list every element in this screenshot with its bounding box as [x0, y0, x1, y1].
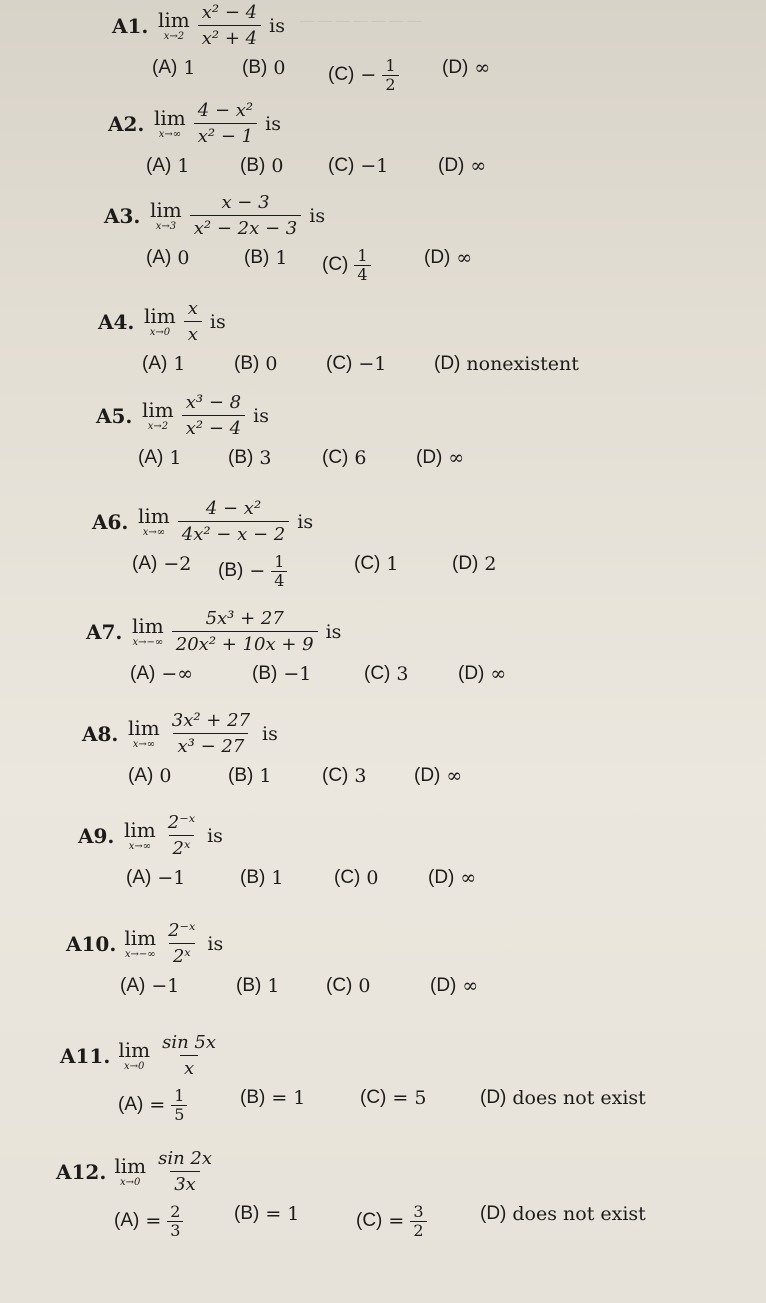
fraction-expression — [190, 192, 301, 239]
answer-choice[interactable] — [452, 553, 496, 575]
problem-item — [86, 608, 507, 703]
problem-number: A8. — [82, 721, 119, 746]
fraction-numerator: 2⁻ˣ — [167, 812, 196, 833]
limit-subscript: x→2 — [163, 30, 185, 42]
choice-value: ∞ — [456, 247, 473, 269]
fraction-expression — [184, 298, 202, 345]
choice-label: (C) — [328, 155, 355, 176]
answer-choice[interactable] — [354, 553, 398, 575]
choice-value: 1 — [267, 975, 280, 997]
answer-choice[interactable] — [326, 975, 370, 997]
problem-number: A12. — [56, 1159, 107, 1184]
choice-label: (C) — [364, 663, 391, 684]
choice-value: ∞ — [460, 867, 477, 889]
choice-label: (A) — [126, 867, 152, 888]
limit-operator — [118, 1037, 151, 1072]
answer-choice[interactable] — [458, 663, 506, 685]
answer-choice[interactable] — [328, 155, 388, 177]
choice-value: 1 — [169, 447, 182, 469]
limit-subscript: x→∞ — [158, 128, 182, 140]
choice-fraction-numerator: 3 — [413, 1202, 424, 1221]
choice-label: (A) — [152, 57, 178, 78]
choice-fraction — [382, 57, 398, 93]
limit-operator — [128, 715, 160, 750]
answer-choices — [104, 246, 473, 287]
choice-prefix: = — [145, 1210, 162, 1233]
answer-choice[interactable] — [118, 1087, 187, 1123]
answer-choices — [82, 765, 463, 805]
fraction-numerator: 4 − x² — [197, 100, 254, 121]
answer-choice[interactable] — [126, 867, 185, 889]
problem-item — [98, 298, 579, 393]
choice-label: (A) — [146, 155, 172, 176]
choice-value: 0 — [159, 765, 172, 787]
fraction-denominator: 3x — [170, 1171, 200, 1195]
question-suffix: is — [262, 722, 278, 745]
fraction-expression — [158, 1032, 220, 1079]
choice-value: 0 — [366, 867, 379, 889]
limit-operator — [138, 503, 170, 538]
choice-fraction — [354, 247, 370, 283]
answer-choice[interactable] — [438, 155, 486, 177]
limit-operator — [150, 197, 182, 232]
answer-choice[interactable] — [138, 447, 181, 469]
limit-subscript: x→−∞ — [132, 636, 164, 648]
answer-choice[interactable] — [322, 765, 366, 787]
answer-choice[interactable] — [146, 155, 189, 177]
fraction-expression — [198, 2, 261, 49]
problem-number: A4. — [98, 309, 135, 334]
choice-label: (A) — [146, 247, 172, 268]
limit-subscript: x→0 — [124, 1060, 145, 1072]
answer-choice[interactable] — [146, 247, 189, 269]
choice-fraction — [167, 1203, 183, 1239]
choice-label: (C) — [354, 553, 381, 574]
answer-choices — [98, 353, 579, 393]
choice-label: (D) — [458, 663, 485, 684]
choice-label: (D) — [480, 1087, 507, 1108]
choice-fraction-denominator: 4 — [354, 265, 370, 284]
answer-choice[interactable] — [480, 1203, 646, 1225]
choice-fraction-denominator: 5 — [171, 1105, 187, 1124]
question-suffix: is — [269, 14, 285, 37]
choice-label: (A) — [118, 1094, 144, 1116]
answer-choices — [56, 1202, 646, 1243]
fraction-denominator: x² − 1 — [194, 123, 257, 147]
answer-choices — [108, 155, 487, 195]
answer-choice[interactable] — [228, 447, 271, 469]
choice-value: 0 — [358, 975, 371, 997]
choice-label: (C) — [322, 765, 349, 786]
limit-operator — [124, 817, 156, 852]
question-suffix: is — [265, 112, 281, 135]
choice-label: (A) — [120, 975, 146, 996]
choice-value: ∞ — [448, 447, 465, 469]
choice-fraction-denominator: 3 — [167, 1221, 183, 1240]
choice-value: = 5 — [392, 1087, 427, 1109]
choice-value: 1 — [386, 553, 399, 575]
answer-choice[interactable] — [218, 553, 287, 589]
problem-item — [108, 100, 487, 195]
choice-prefix: − — [249, 560, 266, 583]
answer-choice[interactable] — [128, 765, 171, 787]
choice-value: does not exist — [512, 1087, 646, 1109]
problem-number: A11. — [60, 1043, 111, 1068]
choice-value: −1 — [358, 353, 387, 375]
choice-fraction — [271, 553, 287, 589]
answer-choices — [86, 663, 507, 703]
choice-label: (C) — [328, 64, 355, 86]
limit-operator — [124, 925, 157, 960]
answer-choice[interactable] — [142, 353, 185, 375]
question-line — [92, 498, 313, 545]
fraction-denominator: x³ − 27 — [173, 733, 248, 757]
problem-item — [78, 812, 477, 907]
problem-item — [112, 2, 491, 97]
choice-label: (B) — [234, 1203, 260, 1224]
question-line — [104, 192, 325, 239]
answer-choice[interactable] — [360, 1087, 426, 1109]
limit-subscript: x→−∞ — [124, 948, 156, 960]
question-line — [66, 920, 223, 967]
fraction-expression — [182, 392, 245, 439]
choice-label: (B) — [240, 155, 266, 176]
choice-label: (C) — [326, 353, 353, 374]
choice-value: ∞ — [474, 57, 491, 79]
choice-fraction-numerator: 1 — [274, 552, 285, 571]
fraction-expression — [154, 1148, 216, 1195]
choice-label: (C) — [322, 254, 349, 276]
show-through-text: — — — — — — — — [300, 12, 422, 28]
choice-value: −1 — [360, 155, 389, 177]
fraction-denominator: x — [180, 1055, 198, 1079]
problem-item — [96, 392, 465, 487]
choice-label: (B) — [234, 353, 260, 374]
choice-label: (A) — [114, 1210, 140, 1232]
limit-word: lim — [124, 817, 156, 842]
choice-value: −1 — [157, 867, 186, 889]
answer-choice[interactable] — [322, 447, 366, 469]
fraction-denominator: 2ˣ — [169, 835, 195, 859]
problem-number: A5. — [96, 403, 133, 428]
choice-value: 6 — [354, 447, 367, 469]
fraction-expression — [164, 812, 199, 859]
choice-label: (B) — [242, 57, 268, 78]
question-line — [56, 1148, 216, 1195]
fraction-numerator: x² − 4 — [201, 2, 258, 23]
question-suffix: is — [207, 932, 224, 955]
answer-choice[interactable] — [130, 663, 193, 685]
fraction-numerator: x − 3 — [221, 192, 270, 213]
choice-value: 1 — [271, 867, 284, 889]
choice-value: 0 — [265, 353, 278, 375]
choice-label: (D) — [414, 765, 441, 786]
choice-fraction-numerator: 1 — [174, 1086, 185, 1105]
fraction-numerator: x — [187, 298, 198, 319]
choice-value: 1 — [177, 155, 190, 177]
question-line — [96, 392, 269, 439]
choice-value: nonexistent — [466, 353, 579, 375]
answer-choice[interactable] — [328, 57, 399, 93]
answer-choices — [60, 1086, 646, 1127]
answer-choice[interactable] — [430, 975, 478, 997]
fraction-denominator: x² + 4 — [198, 25, 261, 49]
problem-item — [66, 920, 479, 1015]
answer-choice[interactable] — [240, 155, 283, 177]
choice-label: (D) — [434, 353, 461, 374]
limit-subscript: x→2 — [147, 420, 169, 432]
answer-choice[interactable] — [252, 663, 311, 685]
answer-choice[interactable] — [120, 975, 179, 997]
choice-value: ∞ — [470, 155, 487, 177]
question-line — [86, 608, 341, 655]
choice-label: (A) — [142, 353, 168, 374]
question-line — [60, 1032, 220, 1079]
choice-fraction-denominator: 2 — [382, 75, 398, 94]
choice-label: (D) — [428, 867, 455, 888]
limit-word: lim — [132, 613, 164, 638]
limit-operator — [142, 397, 174, 432]
fraction-expression — [168, 710, 254, 757]
choice-label: (D) — [424, 247, 451, 268]
problem-item — [56, 1148, 646, 1243]
choice-fraction — [171, 1087, 187, 1123]
choice-value: 1 — [173, 353, 186, 375]
question-line — [108, 100, 281, 147]
fraction-numerator: x³ − 8 — [185, 392, 242, 413]
limit-subscript: x→∞ — [128, 840, 152, 852]
choice-fraction-numerator: 2 — [170, 1202, 181, 1221]
limit-word: lim — [154, 105, 186, 130]
choice-label: (B) — [218, 560, 244, 582]
choice-fraction-numerator: 1 — [357, 246, 368, 265]
problem-number: A10. — [66, 931, 117, 956]
choice-fraction-denominator: 4 — [271, 571, 287, 590]
choice-label: (B) — [252, 663, 278, 684]
question-suffix: is — [207, 824, 223, 847]
answer-choice[interactable] — [442, 57, 490, 79]
fraction-denominator: 2ˣ — [169, 943, 195, 967]
choice-label: (A) — [138, 447, 164, 468]
choice-prefix: = — [388, 1210, 405, 1233]
answer-choice[interactable] — [240, 1087, 305, 1109]
choice-fraction-denominator: 2 — [410, 1221, 426, 1240]
question-line — [112, 2, 285, 49]
choice-label: (A) — [128, 765, 154, 786]
limit-operator — [132, 613, 164, 648]
choice-label: (C) — [356, 1210, 383, 1232]
choice-label: (D) — [416, 447, 443, 468]
limit-word: lim — [128, 715, 160, 740]
answer-choice[interactable] — [236, 975, 279, 997]
limit-word: lim — [114, 1153, 147, 1178]
choice-value: 0 — [273, 57, 286, 79]
limit-word: lim — [158, 7, 190, 32]
choice-label: (D) — [452, 553, 479, 574]
answer-choice[interactable] — [480, 1087, 646, 1109]
choice-value: 3 — [354, 765, 367, 787]
answer-choices — [112, 56, 491, 97]
answer-choice[interactable] — [244, 247, 287, 269]
choice-value: ∞ — [462, 975, 479, 997]
choice-value: 2 — [484, 553, 497, 575]
limit-subscript: x→0 — [149, 326, 171, 338]
fraction-denominator: x — [184, 321, 202, 345]
fraction-numerator: sin 2x — [158, 1148, 212, 1169]
choice-label: (B) — [240, 1087, 266, 1108]
choice-label: (C) — [360, 1087, 387, 1108]
choice-label: (C) — [322, 447, 349, 468]
fraction-expression — [172, 608, 318, 655]
problem-number: A9. — [78, 823, 115, 848]
answer-choices — [92, 552, 497, 593]
choice-label: (D) — [442, 57, 469, 78]
fraction-expression — [164, 920, 199, 967]
answer-choices — [66, 975, 479, 1015]
choice-prefix: − — [360, 64, 377, 87]
choice-value: −∞ — [161, 663, 194, 685]
fraction-numerator: sin 5x — [162, 1032, 216, 1053]
answer-choice[interactable] — [322, 247, 371, 283]
choice-label: (B) — [236, 975, 262, 996]
answer-choice[interactable] — [434, 353, 579, 375]
limit-word: lim — [138, 503, 170, 528]
limit-word: lim — [118, 1037, 151, 1062]
choice-fraction-numerator: 1 — [385, 56, 396, 75]
limit-word: lim — [150, 197, 182, 222]
choice-value: ∞ — [446, 765, 463, 787]
answer-choice[interactable] — [242, 57, 285, 79]
limit-word: lim — [144, 303, 176, 328]
question-suffix: is — [297, 510, 314, 533]
limit-word: lim — [142, 397, 174, 422]
answer-choices — [78, 867, 477, 907]
answer-choice[interactable] — [132, 553, 191, 575]
choice-value: 0 — [177, 247, 190, 269]
choice-fraction — [410, 1203, 426, 1239]
problem-number: A3. — [104, 203, 141, 228]
problem-item — [82, 710, 463, 805]
choice-value: 3 — [396, 663, 409, 685]
answer-choice[interactable] — [364, 663, 408, 685]
choice-value: ∞ — [490, 663, 507, 685]
choice-value: −1 — [283, 663, 312, 685]
answer-choices — [96, 447, 465, 487]
choice-label: (A) — [132, 553, 158, 574]
problem-item — [92, 498, 497, 593]
answer-choice[interactable] — [334, 867, 378, 889]
problem-number: A7. — [86, 619, 123, 644]
limit-subscript: x→∞ — [142, 526, 166, 538]
answer-choice[interactable] — [428, 867, 476, 889]
answer-choice[interactable] — [234, 1203, 299, 1225]
answer-choice[interactable] — [414, 765, 462, 787]
choice-value: 1 — [275, 247, 288, 269]
limit-operator — [144, 303, 176, 338]
question-line — [82, 710, 278, 757]
fraction-expression — [194, 100, 257, 147]
choice-label: (B) — [228, 447, 254, 468]
choice-value: does not exist — [512, 1203, 646, 1225]
choice-prefix: = — [149, 1094, 166, 1117]
problem-number: A1. — [112, 13, 149, 38]
fraction-denominator: 4x² − x − 2 — [178, 521, 289, 545]
problem-item — [60, 1032, 646, 1127]
fraction-numerator: 2⁻ˣ — [168, 920, 196, 941]
problem-number: A2. — [108, 111, 145, 136]
answer-choice[interactable] — [152, 57, 195, 79]
limit-operator — [114, 1153, 147, 1188]
problem-item — [104, 192, 473, 287]
answer-choice[interactable] — [356, 1203, 427, 1239]
choice-value: 0 — [271, 155, 284, 177]
choice-label: (D) — [430, 975, 457, 996]
problem-number: A6. — [92, 509, 129, 534]
choice-value: 1 — [183, 57, 196, 79]
question-line — [98, 298, 226, 345]
answer-choice[interactable] — [240, 867, 283, 889]
question-suffix: is — [309, 204, 326, 227]
choice-value: −2 — [163, 553, 192, 575]
question-suffix: is — [253, 404, 269, 427]
choice-label: (B) — [240, 867, 266, 888]
answer-choice[interactable] — [416, 447, 464, 469]
answer-choice[interactable] — [228, 765, 271, 787]
limit-subscript: x→∞ — [132, 738, 156, 750]
fraction-numerator: 5x³ + 27 — [205, 608, 284, 629]
answer-choice[interactable] — [234, 353, 277, 375]
question-line — [78, 812, 223, 859]
fraction-numerator: 4 − x² — [205, 498, 262, 519]
choice-value: 3 — [259, 447, 272, 469]
choice-label: (B) — [244, 247, 270, 268]
choice-label: (C) — [334, 867, 361, 888]
answer-choice[interactable] — [114, 1203, 183, 1239]
fraction-numerator: 3x² + 27 — [171, 710, 251, 731]
choice-label: (A) — [130, 663, 156, 684]
limit-operator — [158, 7, 190, 42]
choice-label: (D) — [480, 1203, 507, 1224]
choice-value: 1 — [259, 765, 272, 787]
fraction-denominator: x² − 4 — [182, 415, 245, 439]
choice-label: (C) — [326, 975, 353, 996]
limit-word: lim — [124, 925, 157, 950]
fraction-denominator: 20x² + 10x + 9 — [172, 631, 318, 655]
limit-subscript: x→3 — [155, 220, 177, 232]
answer-choice[interactable] — [326, 353, 386, 375]
question-suffix: is — [209, 310, 226, 333]
choice-label: (B) — [228, 765, 254, 786]
choice-label: (D) — [438, 155, 465, 176]
choice-value: = 1 — [271, 1087, 306, 1109]
limit-subscript: x→0 — [120, 1176, 141, 1188]
fraction-expression — [178, 498, 289, 545]
answer-choice[interactable] — [424, 247, 472, 269]
question-suffix: is — [325, 620, 342, 643]
choice-value: = 1 — [265, 1203, 300, 1225]
choice-value: −1 — [151, 975, 180, 997]
limit-operator — [154, 105, 186, 140]
fraction-denominator: x² − 2x − 3 — [190, 215, 301, 239]
